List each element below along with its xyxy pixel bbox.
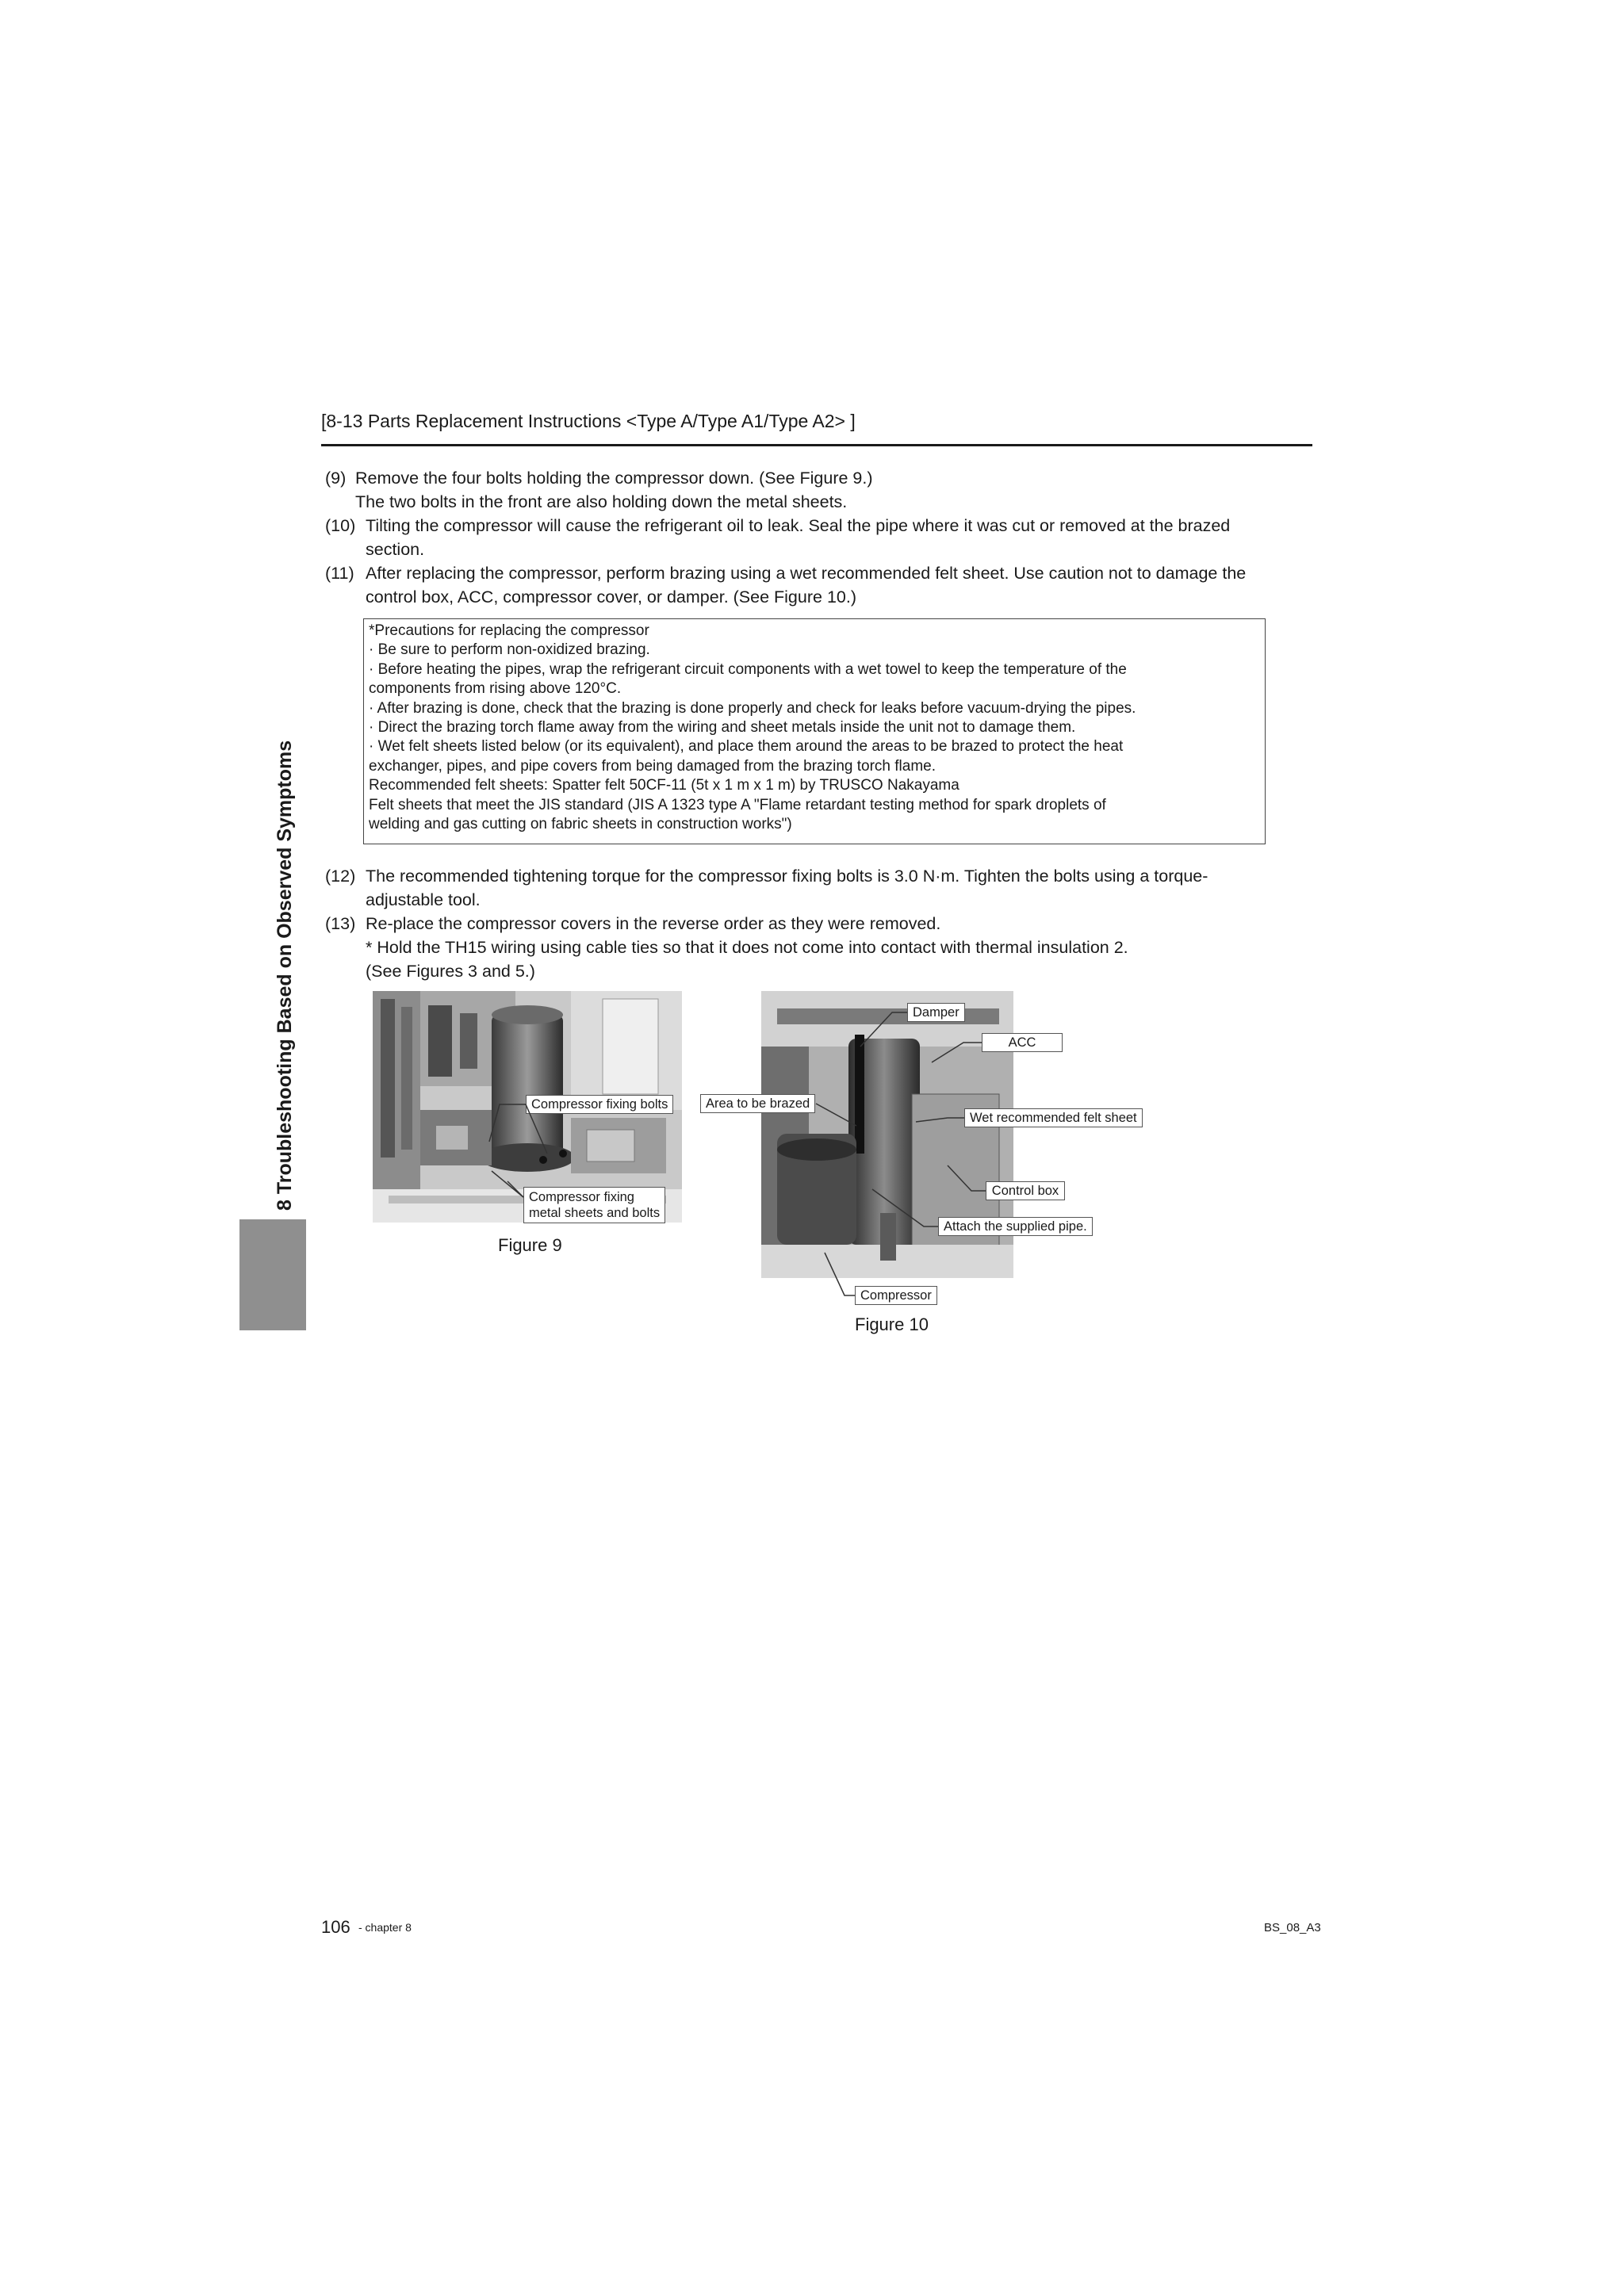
step-13-line-2: * Hold the TH15 wiring using cable ties so that it does not come into contact with thermal insulation 2.	[366, 938, 1128, 957]
step-10	[325, 514, 1308, 538]
precaution-line: Felt sheets that meet the JIS standard (JIS A 1323 type A "Flame retardant testing method for spark droplets of	[369, 797, 1106, 813]
section-header: [8-13 Parts Replacement Instructions <Type A/Type A1/Type A2> ]	[321, 411, 856, 431]
step-9-line-2: The two bolts in the front are also holding down the metal sheets.	[355, 492, 848, 511]
step-9	[325, 466, 1308, 490]
precaution-line: Recommended felt sheets: Spatter felt 50CF-11 (5t x 1 m x 1 m) by TRUSCO Nakayama	[369, 777, 959, 794]
step-11	[325, 561, 1308, 585]
callout-control-box: Control box	[986, 1181, 1065, 1200]
precautions-title: *Precautions for replacing the compressor	[369, 622, 649, 639]
step-text: Remove the four bolts holding the compressor down. (See Figure 9.)	[355, 469, 873, 488]
step-11-line-2: control box, ACC, compressor cover, or damper. (See Figure 10.)	[366, 587, 856, 607]
step-number: (9)	[325, 469, 347, 488]
step-12-line-2: adjustable tool.	[366, 890, 481, 909]
callout-wet-felt-sheet: Wet recommended felt sheet	[964, 1108, 1143, 1127]
chapter-label: - chapter 8	[358, 1921, 412, 1934]
step-text: After replacing the compressor, perform brazing using a wet recommended felt sheet. Use caution not to damage the	[366, 564, 1247, 583]
callout-compressor-fixing-bolts: Compressor fixing bolts	[526, 1095, 673, 1114]
precaution-line: exchanger, pipes, and pipe covers from being damaged from the brazing torch flame.	[369, 758, 936, 775]
precaution-line: · Direct the brazing torch flame away from the wiring and sheet metals inside the unit not to damage them.	[369, 719, 1076, 736]
callout-line: Compressor fixing	[529, 1190, 634, 1204]
step-12	[325, 864, 1308, 888]
step-text: Re-place the compressor covers in the reverse order as they were removed.	[366, 914, 941, 933]
figure-10-caption: Figure 10	[855, 1314, 929, 1334]
precaution-line: welding and gas cutting on fabric sheets in construction works")	[369, 816, 792, 832]
chapter-side-tab	[239, 1219, 306, 1330]
step-number: (10)	[325, 516, 356, 535]
step-text: Tilting the compressor will cause the refrigerant oil to leak. Seal the pipe where it was cut or removed at the brazed	[366, 516, 1231, 535]
precaution-line: · Wet felt sheets listed below (or its equivalent), and place them around the areas to be brazed to protect the heat	[369, 738, 1124, 755]
callout-acc: ACC	[982, 1033, 1063, 1052]
callout-line: metal sheets and bolts	[529, 1206, 661, 1220]
callout-attach-supplied-pipe: Attach the supplied pipe.	[938, 1217, 1093, 1236]
header-rule	[321, 444, 1312, 446]
step-number: (12)	[325, 867, 356, 886]
precaution-line: components from rising above 120°C.	[369, 680, 622, 697]
callout-fixing-metal-sheets	[523, 1187, 665, 1223]
precaution-line: · After brazing is done, check that the brazing is done properly and check for leaks before vacuum-drying the pipes.	[369, 700, 1136, 717]
step-text: The recommended tightening torque for the compressor fixing bolts is 3.0 N·m. Tighten the bolts using a torque-	[366, 867, 1208, 886]
document-code: BS_08_A3	[1264, 1921, 1321, 1934]
precaution-line: · Be sure to perform non-oxidized brazing.	[369, 641, 650, 658]
callout-compressor: Compressor	[855, 1286, 937, 1305]
chapter-side-label: 8 Troubleshooting Based on Observed Symptoms	[274, 740, 296, 1211]
callout-damper: Damper	[907, 1003, 965, 1022]
page-number: 106	[321, 1917, 350, 1937]
callout-area-to-be-brazed: Area to be brazed	[700, 1094, 815, 1113]
step-13-line-3: (See Figures 3 and 5.)	[366, 962, 535, 981]
step-number: (11)	[325, 564, 354, 583]
precautions-box	[363, 618, 1266, 844]
step-13	[325, 912, 1308, 936]
figure-9-caption: Figure 9	[498, 1235, 562, 1255]
step-10-line-2: section.	[366, 540, 425, 559]
step-number: (13)	[325, 914, 356, 933]
precaution-line: · Before heating the pipes, wrap the refrigerant circuit components with a wet towel to keep the temperature of the	[369, 661, 1127, 678]
